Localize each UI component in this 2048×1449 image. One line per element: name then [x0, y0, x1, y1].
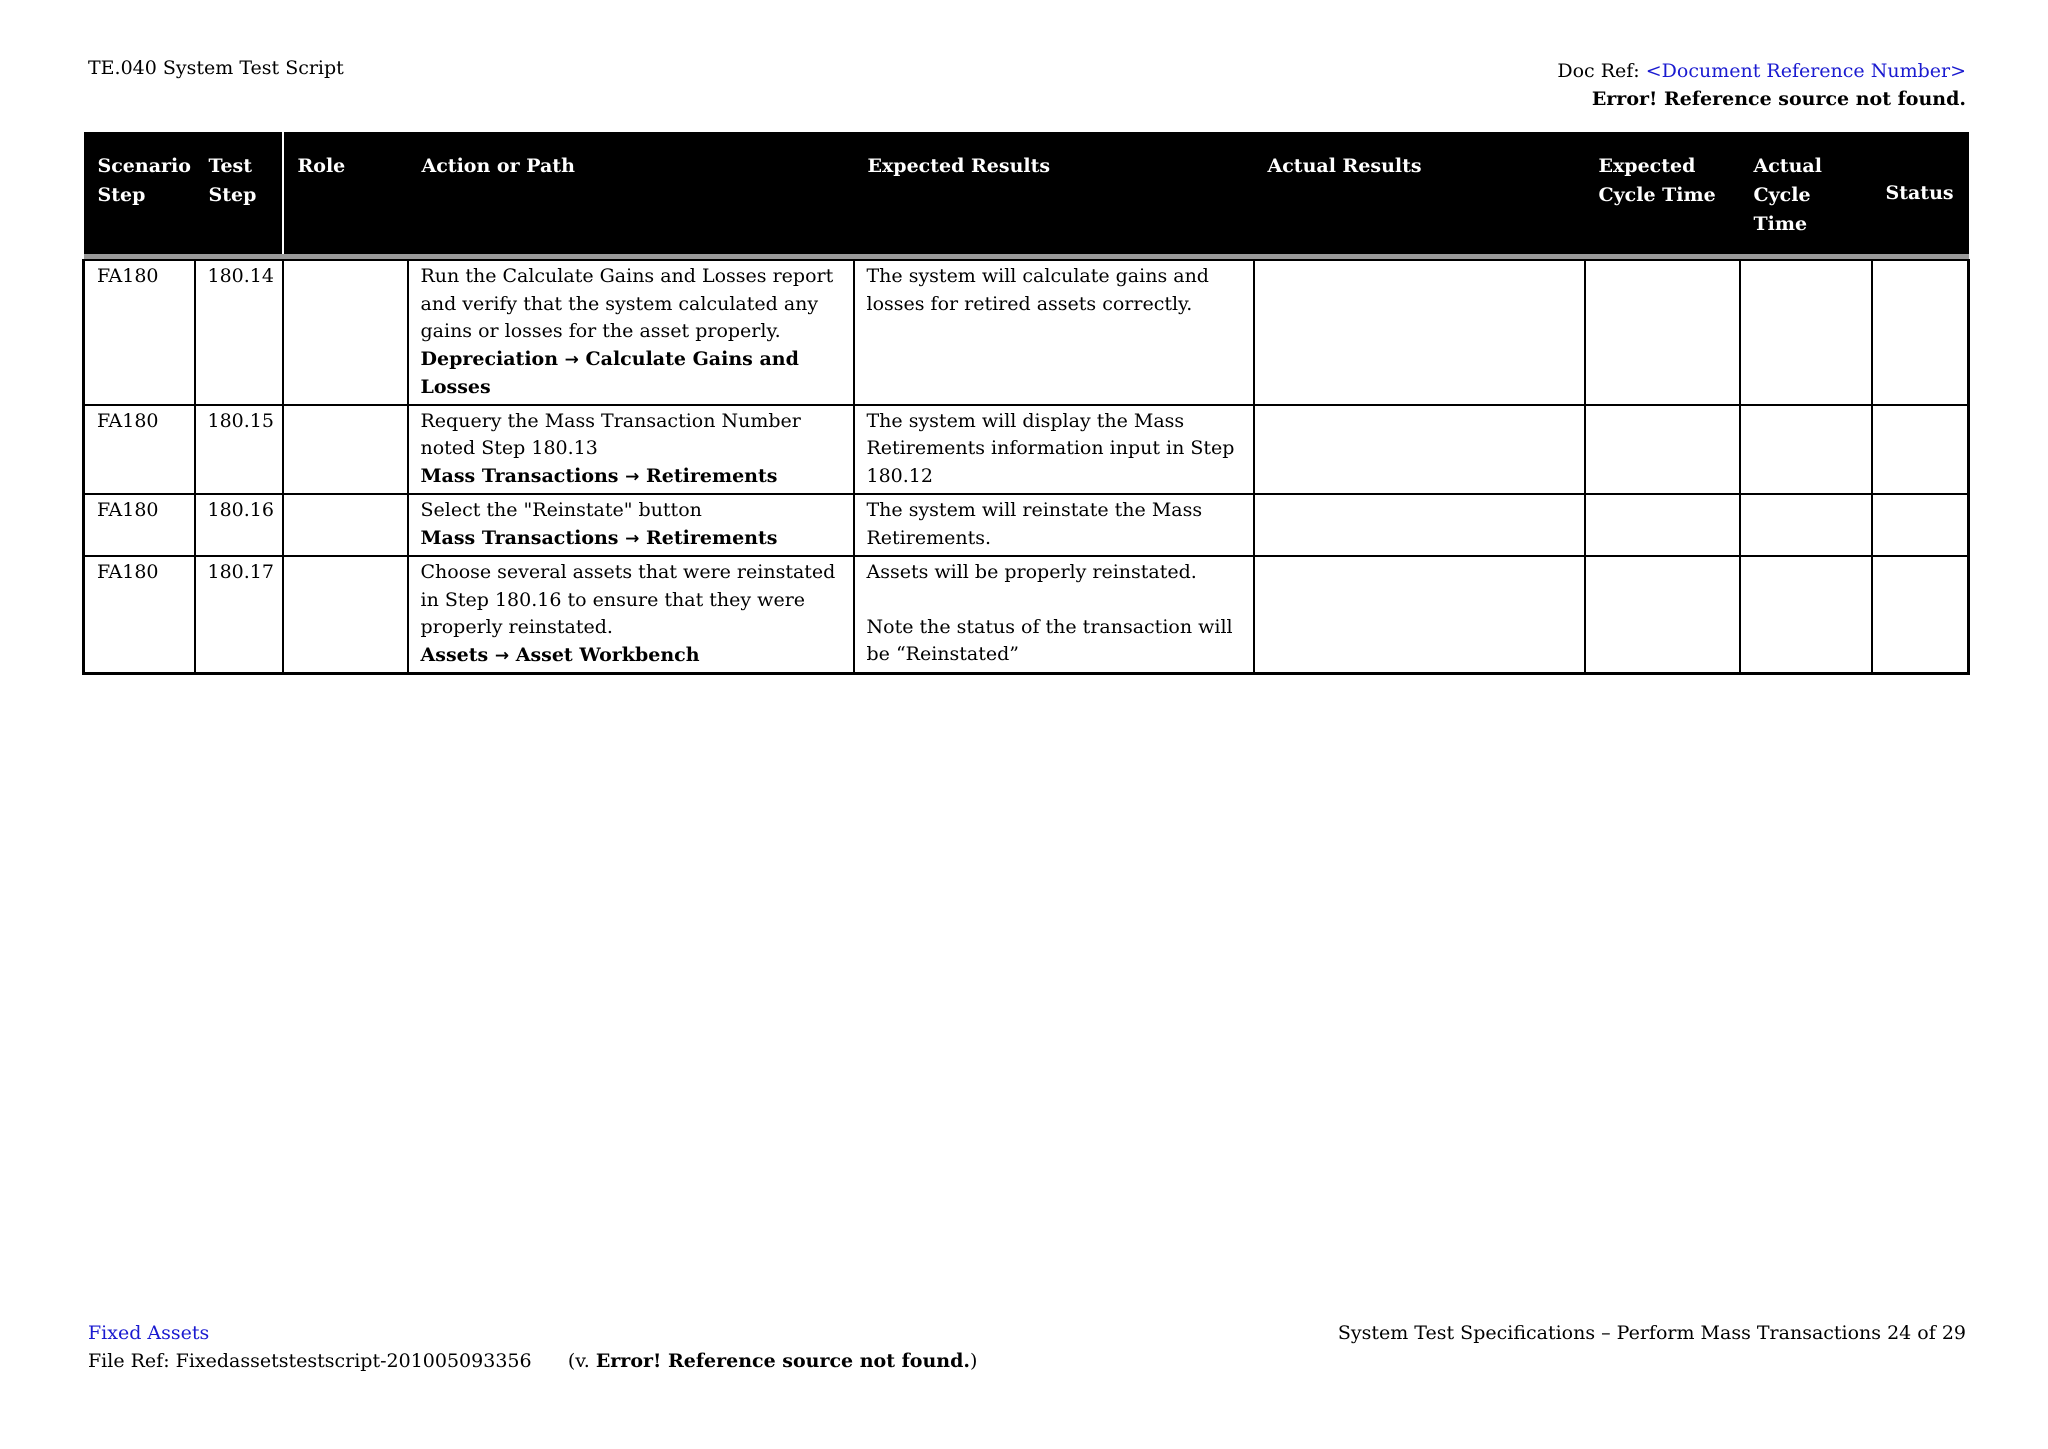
cell-scenario: FA180 — [84, 556, 195, 674]
arrow-right-icon: → — [625, 528, 640, 549]
table-body — [84, 260, 1969, 674]
arrow-right-icon: → — [625, 466, 640, 487]
cell-actual-cycle[interactable] — [1740, 556, 1872, 674]
cell-step: 180.17 — [195, 556, 283, 674]
cell-step: 180.14 — [195, 260, 283, 405]
cell-status[interactable] — [1872, 494, 1969, 556]
cell-step: 180.16 — [195, 494, 283, 556]
cell-actual[interactable] — [1254, 260, 1585, 405]
cell-actual-cycle[interactable] — [1740, 494, 1872, 556]
cell-actual[interactable] — [1254, 556, 1585, 674]
cell-role[interactable] — [283, 260, 408, 405]
table-header — [84, 132, 1969, 254]
col-actual-cycle-time: Actual Cycle Time — [1740, 132, 1872, 254]
cell-actual-cycle[interactable] — [1740, 260, 1872, 405]
expected-note: Note the status of the transaction will be “Reinstated” — [866, 615, 1233, 665]
cell-expected-cycle[interactable] — [1585, 494, 1740, 556]
col-actual-results: Actual Results — [1254, 132, 1585, 254]
cell-status[interactable] — [1872, 260, 1969, 405]
footer-module-link[interactable]: Fixed Assets — [88, 1322, 210, 1344]
cell-scenario: FA180 — [84, 405, 195, 495]
footer-right — [1338, 1319, 1966, 1347]
footer-left: Fixed Assets File Ref: Fixedassetstestscript-201005093356 (v. Error! Reference source not found.) — [88, 1319, 977, 1375]
test-script-table — [82, 132, 1967, 675]
col-test-step: Test Step — [195, 132, 283, 254]
action-text: Requery the Mass Transaction Number noted Step 180.13 — [420, 409, 801, 459]
table-row — [84, 260, 1969, 405]
cell-expected: The system will display the Mass Retirements information input in Step 180.12 — [854, 405, 1254, 495]
action-text: Choose several assets that were reinstated in Step 180.16 to ensure that they were properly reinstated. — [420, 561, 836, 638]
col-scenario-step: Scenario Step — [84, 132, 195, 254]
arrow-right-icon: → — [494, 645, 510, 666]
cell-expected-cycle[interactable] — [1585, 556, 1740, 674]
spec-title: System Test Specifications – Perform Mass Transactions — [1337, 1322, 1882, 1344]
action-text: Select the "Reinstate" button — [420, 499, 702, 521]
table-row — [84, 556, 1969, 674]
cell-action — [408, 494, 854, 556]
cell-role[interactable] — [283, 405, 408, 495]
navigation-path: Mass Transactions → Retirements — [420, 526, 778, 549]
navigation-path: Depreciation → Calculate Gains and Losses — [420, 347, 799, 398]
col-action-path: Action or Path — [408, 132, 854, 254]
cell-actual[interactable] — [1254, 405, 1585, 495]
cell-role[interactable] — [283, 556, 408, 674]
table-row — [84, 494, 1969, 556]
cell-expected-cycle[interactable] — [1585, 405, 1740, 495]
cell-scenario: FA180 — [84, 494, 195, 556]
cell-actual[interactable] — [1254, 494, 1585, 556]
navigation-path: Mass Transactions → Retirements — [420, 464, 778, 487]
col-expected-results: Expected Results — [854, 132, 1254, 254]
cell-action — [408, 260, 854, 405]
version-error: Error! Reference source not found. — [595, 1350, 970, 1372]
cell-expected: Assets will be properly reinstated. Note the status of the transaction will be “Reinstated” — [854, 556, 1254, 674]
document-title: TE.040 System Test Script — [88, 57, 344, 79]
file-ref: File Ref: Fixedassetstestscript-201005093356 — [88, 1350, 532, 1372]
doc-ref-link[interactable]: <Document Reference Number> — [1645, 60, 1966, 82]
cell-action — [408, 405, 854, 495]
col-role: Role — [283, 132, 408, 254]
doc-ref-block — [1557, 57, 1966, 113]
cell-actual-cycle[interactable] — [1740, 405, 1872, 495]
action-text: Run the Calculate Gains and Losses report and verify that the system calculated any gains or losses for the asset properly. — [420, 265, 834, 342]
navigation-path: Assets → Asset Workbench — [420, 643, 700, 666]
cell-role[interactable] — [283, 494, 408, 556]
cell-expected-cycle[interactable] — [1585, 260, 1740, 405]
doc-ref-label: Doc Ref: — [1557, 60, 1646, 82]
arrow-right-icon: → — [564, 349, 579, 370]
page-number: 24 of 29 — [1887, 1322, 1966, 1344]
col-status: Status — [1872, 132, 1969, 254]
cell-action — [408, 556, 854, 674]
cell-status[interactable] — [1872, 405, 1969, 495]
cell-expected: The system will calculate gains and losses for retired assets correctly. — [854, 260, 1254, 405]
reference-error: Error! Reference source not found. — [1591, 88, 1966, 110]
table-row — [84, 405, 1969, 495]
col-expected-cycle-time: Expected Cycle Time — [1585, 132, 1740, 254]
cell-scenario: FA180 — [84, 260, 195, 405]
cell-step: 180.15 — [195, 405, 283, 495]
cell-status[interactable] — [1872, 556, 1969, 674]
cell-expected: The system will reinstate the Mass Retirements. — [854, 494, 1254, 556]
